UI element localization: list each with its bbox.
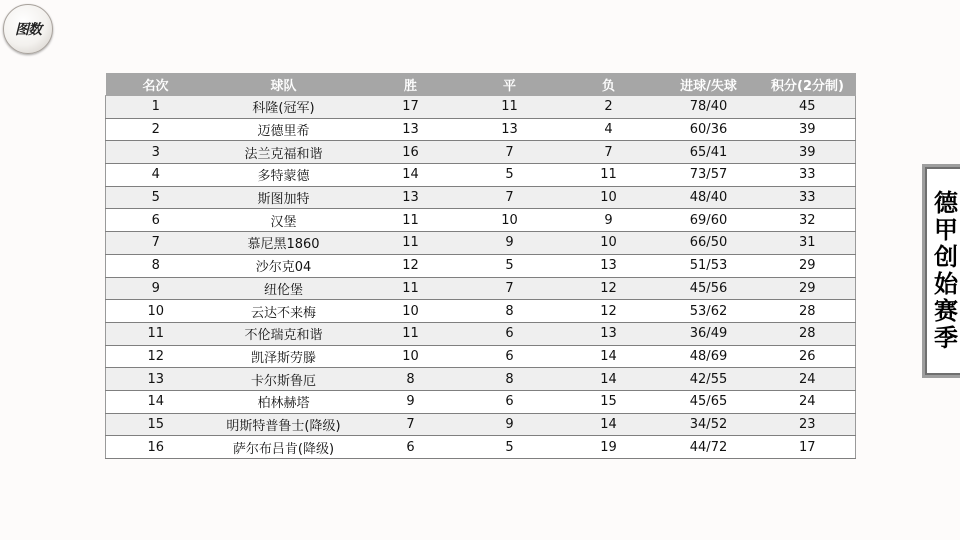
wins-cell: 9: [362, 390, 460, 413]
draws-cell: 7: [460, 186, 560, 209]
table-row: [106, 186, 856, 209]
team-cell: 科隆(冠军): [206, 96, 362, 119]
rank-cell: 5: [106, 186, 206, 209]
table-row: [106, 232, 856, 255]
team-cell: 云达不来梅: [206, 300, 362, 323]
losses-cell: 14: [560, 345, 658, 368]
goals-cell: 66/50: [658, 232, 760, 255]
rank-cell: 1: [106, 96, 206, 119]
table-row: [106, 254, 856, 277]
column-header-team: 球队: [206, 73, 362, 96]
table-row: [106, 209, 856, 232]
team-cell: 卡尔斯鲁厄: [206, 368, 362, 391]
team-cell: 凯泽斯劳滕: [206, 345, 362, 368]
table-row: [106, 322, 856, 345]
goals-cell: 73/57: [658, 164, 760, 187]
points-cell: 33: [760, 186, 856, 209]
wins-cell: 11: [362, 277, 460, 300]
table-row: [106, 141, 856, 164]
wins-cell: 17: [362, 96, 460, 119]
losses-cell: 10: [560, 232, 658, 255]
rank-cell: 7: [106, 232, 206, 255]
side-title-box: [922, 164, 960, 378]
points-cell: 39: [760, 141, 856, 164]
points-cell: 31: [760, 232, 856, 255]
team-cell: 慕尼黑1860: [206, 232, 362, 255]
rank-cell: 6: [106, 209, 206, 232]
draws-cell: 9: [460, 232, 560, 255]
rank-cell: 16: [106, 436, 206, 459]
rank-cell: 11: [106, 322, 206, 345]
rank-cell: 14: [106, 390, 206, 413]
wins-cell: 7: [362, 413, 460, 436]
table-row: [106, 368, 856, 391]
team-cell: 明斯特普鲁士(降级): [206, 413, 362, 436]
wins-cell: 11: [362, 322, 460, 345]
table-row: [106, 345, 856, 368]
team-cell: 汉堡: [206, 209, 362, 232]
team-cell: 萨尔布吕肯(降级): [206, 436, 362, 459]
rank-cell: 10: [106, 300, 206, 323]
losses-cell: 13: [560, 254, 658, 277]
standings-table: [105, 73, 856, 459]
draws-cell: 7: [460, 277, 560, 300]
points-cell: 24: [760, 390, 856, 413]
wins-cell: 14: [362, 164, 460, 187]
wins-cell: 11: [362, 232, 460, 255]
draws-cell: 5: [460, 164, 560, 187]
draws-cell: 8: [460, 368, 560, 391]
losses-cell: 10: [560, 186, 658, 209]
losses-cell: 15: [560, 390, 658, 413]
team-cell: 纽伦堡: [206, 277, 362, 300]
wins-cell: 8: [362, 368, 460, 391]
rank-cell: 4: [106, 164, 206, 187]
goals-cell: 36/49: [658, 322, 760, 345]
points-cell: 17: [760, 436, 856, 459]
goals-cell: 34/52: [658, 413, 760, 436]
table-row: [106, 164, 856, 187]
goals-cell: 78/40: [658, 96, 760, 119]
team-cell: 法兰克福和谐: [206, 141, 362, 164]
points-cell: 33: [760, 164, 856, 187]
draws-cell: 9: [460, 413, 560, 436]
wins-cell: 10: [362, 345, 460, 368]
table-row: [106, 413, 856, 436]
goals-cell: 42/55: [658, 368, 760, 391]
draws-cell: 6: [460, 345, 560, 368]
table-row: [106, 118, 856, 141]
table-row: [106, 96, 856, 119]
team-cell: 柏林赫塔: [206, 390, 362, 413]
losses-cell: 4: [560, 118, 658, 141]
goals-cell: 45/56: [658, 277, 760, 300]
side-title-inner: [925, 167, 960, 375]
points-cell: 24: [760, 368, 856, 391]
logo-text: 图数: [15, 22, 41, 38]
column-header-points: 积分(2分制): [760, 73, 856, 96]
points-cell: 29: [760, 277, 856, 300]
goals-cell: 44/72: [658, 436, 760, 459]
team-cell: 不伦瑞克和谐: [206, 322, 362, 345]
losses-cell: 14: [560, 413, 658, 436]
wins-cell: 6: [362, 436, 460, 459]
points-cell: 32: [760, 209, 856, 232]
logo: [3, 4, 53, 54]
losses-cell: 9: [560, 209, 658, 232]
column-header-draws: 平: [460, 73, 560, 96]
draws-cell: 10: [460, 209, 560, 232]
draws-cell: 13: [460, 118, 560, 141]
table-row: [106, 390, 856, 413]
wins-cell: 13: [362, 118, 460, 141]
points-cell: 45: [760, 96, 856, 119]
team-cell: 多特蒙德: [206, 164, 362, 187]
wins-cell: 11: [362, 209, 460, 232]
draws-cell: 7: [460, 141, 560, 164]
draws-cell: 6: [460, 322, 560, 345]
goals-cell: 48/40: [658, 186, 760, 209]
draws-cell: 5: [460, 436, 560, 459]
team-cell: 斯图加特: [206, 186, 362, 209]
rank-cell: 15: [106, 413, 206, 436]
table-body: [106, 96, 856, 459]
goals-cell: 65/41: [658, 141, 760, 164]
table-row: [106, 436, 856, 459]
table-header-row: [106, 73, 856, 96]
column-header-losses: 负: [560, 73, 658, 96]
goals-cell: 48/69: [658, 345, 760, 368]
points-cell: 39: [760, 118, 856, 141]
rank-cell: 12: [106, 345, 206, 368]
losses-cell: 12: [560, 300, 658, 323]
team-cell: 迈德里希: [206, 118, 362, 141]
table-row: [106, 300, 856, 323]
rank-cell: 3: [106, 141, 206, 164]
side-title: 德甲创始赛季: [929, 190, 958, 352]
losses-cell: 2: [560, 96, 658, 119]
losses-cell: 12: [560, 277, 658, 300]
table-row: [106, 277, 856, 300]
points-cell: 26: [760, 345, 856, 368]
wins-cell: 13: [362, 186, 460, 209]
wins-cell: 12: [362, 254, 460, 277]
goals-cell: 60/36: [658, 118, 760, 141]
wins-cell: 10: [362, 300, 460, 323]
draws-cell: 5: [460, 254, 560, 277]
team-cell: 沙尔克04: [206, 254, 362, 277]
points-cell: 23: [760, 413, 856, 436]
rank-cell: 8: [106, 254, 206, 277]
goals-cell: 69/60: [658, 209, 760, 232]
wins-cell: 16: [362, 141, 460, 164]
losses-cell: 14: [560, 368, 658, 391]
losses-cell: 19: [560, 436, 658, 459]
column-header-rank: 名次: [106, 73, 206, 96]
points-cell: 28: [760, 300, 856, 323]
rank-cell: 9: [106, 277, 206, 300]
points-cell: 28: [760, 322, 856, 345]
points-cell: 29: [760, 254, 856, 277]
goals-cell: 53/62: [658, 300, 760, 323]
rank-cell: 13: [106, 368, 206, 391]
draws-cell: 6: [460, 390, 560, 413]
losses-cell: 11: [560, 164, 658, 187]
draws-cell: 11: [460, 96, 560, 119]
goals-cell: 51/53: [658, 254, 760, 277]
losses-cell: 13: [560, 322, 658, 345]
rank-cell: 2: [106, 118, 206, 141]
goals-cell: 45/65: [658, 390, 760, 413]
losses-cell: 7: [560, 141, 658, 164]
column-header-goals: 进球/失球: [658, 73, 760, 96]
draws-cell: 8: [460, 300, 560, 323]
column-header-wins: 胜: [362, 73, 460, 96]
